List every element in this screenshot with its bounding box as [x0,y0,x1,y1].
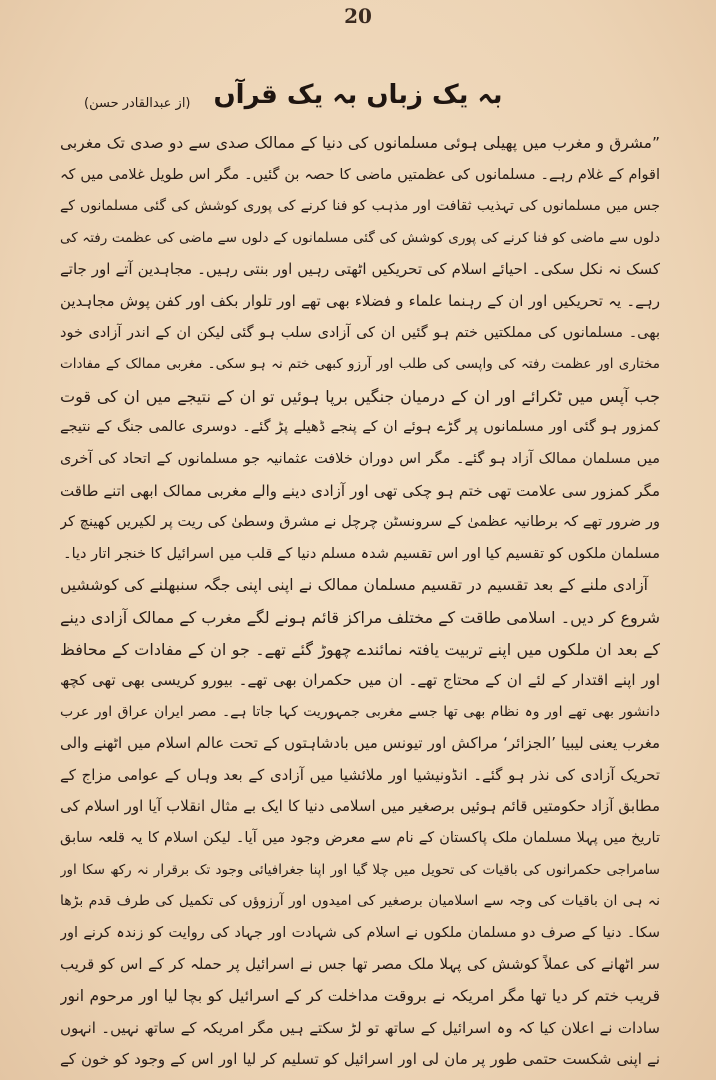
article-body [60,128,660,1076]
text-line: تحریک آزادی کی نذر ہو گئے۔ انڈونیشیا اور ملائشیا میں آزادی کے بعد وہاں کے عوامی مزاج کے [60,765,660,784]
text-line: مسلمان ملکوں کو تقسیم کیا اور اس تقسیم شدہ مسلم دنیا کے قلب میں اسرائیل کا خنجر اتار دیا۔ [63,545,660,562]
text-line: دانشور بھی تھے اور وہ نظام بھی تھا جسے مغربی جمہوریت کہا جاتا ہے۔ مصر ایران عراق اور عرب [60,703,660,720]
page-number: 20 [344,4,372,28]
text-line: شروع کر دیں۔ اسلامی طاقت کے مختلف مراکز قائم ہونے لگے مغرب کے ممالک آزادی دینے [60,607,660,627]
text-line: اقوام کے غلام رہے۔ مسلمانوں کی عظمتیں ماضی کا حصہ بن گئیں۔ مگر اس طویل غلامی میں کہ [60,166,660,183]
text-line: اور اپنے اقتدار کے لئے ان کے محتاج تھے۔ ان میں حکمران بھی تھے۔ بیورو کریسی بھی تھی کچھ [60,671,660,690]
text-line: مختاری اور عظمت رفتہ کی واپسی کی طلب اور آرزو کبھی ختم نہ ہو سکی۔ مغربی ممالک کے مفادات [60,356,660,373]
text-line: مطابق آزاد حکومتیں قائم ہوئیں برصغیر میں اسلامی دنیا کا ایک بے مثال انقلاب آیا اور اسلام کی [60,797,660,816]
text-line: سامراجی حکمرانوں کی باقیات کی تحویل میں چلا گیا اور اپنا جغرافیائی وجود تک برقرار نہ رکھ سکا اور [60,861,660,878]
text-line: بھی۔ مسلمانوں کی مملکتیں ختم ہو گئیں ان کی آزادی سلب ہو گئی لیکن ان کے اندر آزادی خود [60,324,660,341]
text-line: سکا۔ دنیا کے صرف دو مسلمان ملکوں نے اسلام کی شہادت اور جہاد کی روایت کو زندہ کرنے اور [60,924,660,941]
text-line: جس میں مسلمانوں کی تہذیب ثقافت اور مذہب کو فنا کرنے کی پوری کوشش کی گئی مسلمانوں کے [60,198,660,215]
text-line: تاریخ میں پہلا مسلمان ملک پاکستان کے نام سے معرض وجود میں آیا۔ لیکن اسلام کا یہ قلعہ سابق [60,830,660,847]
text-line: رہے۔ یہ تحریکیں اور ان کے رہنما علماء و فضلاء بھی تھے اور تلوار بکف اور کفن پوش مجاہدین [60,291,660,310]
text-line: جب آپس میں ٹکرائے اور ان کے درمیان جنگیں برپا ہوئیں تو ان کے نتیجے میں ان کی قوت [60,386,660,406]
author-attribution: (از عبدالقادر حسن) [84,96,191,111]
text-line: نے اپنی شکست حتمی طور پر مان لی اور اسرائیل کو تسلیم کر لیا اور اس کے وجود کو خون کے [60,1050,660,1069]
text-line: سر اٹھانے کی عملاً کوشش کی پہلا ملک مصر تھا جس نے اسرائیل پر حملہ کر کے اس کو قریب [60,955,660,974]
text-line: دلوں سے ماضی کو فنا کرنے کی پوری کوشش کی گئی مسلمانوں کے دلوں سے ماضی کی عظمت رفتہ کی [60,229,660,246]
text-line: ”مشرق و مغرب میں پھیلی ہوئی مسلمانوں کی دنیا کے ممالک صدی سے دو صدی تک مغربی [60,134,660,152]
text-line: سادات نے اعلان کیا کہ وہ اسرائیل کے ساتھ تو لڑ سکتے ہیں مگر امریکہ کے ساتھ نہیں۔ انہوں [60,1018,660,1037]
text-line: کسک نہ نکل سکی۔ احیائے اسلام کی تحریکیں اٹھتی رہیں اور بنتی رہیں۔ مجاہدین آتے اور جاتے [60,260,660,279]
text-line: کمزور ہو گئی اور مسلمانوں پر گڑے ہوئے ان کے پنجے ڈھیلے پڑ گئے۔ دوسری عالمی جنگ کے نتیجے [60,419,660,436]
text-line: قریب ختم کر دیا تھا مگر امریکہ نے بروقت مداخلت کر کے اسرائیل کو بچا لیا اور مرحوم انور [60,987,660,1006]
article-title: بہ یک زباں بہ یک قرآں [213,80,503,110]
text-line: ور ضرور تھے کہ برطانیہ عظمیٰ کے سرونسٹن چرچل نے مشرق وسطیٰ کی ریت پر لکیریں کھینچ کر [60,514,660,531]
text-line: میں مسلمان ممالک آزاد ہو گئے۔ مگر اس دوران خلافت عثمانیہ جو مسلمانوں کے اتحاد کی آخری [60,450,660,467]
text-line: آزادی ملنے کے بعد تقسیم در تقسیم مسلمان ممالک نے اپنی اپنی جگہ سنبھلنے کی کوششیں [60,576,648,595]
text-line: کے بعد ان ملکوں میں اپنے تربیت یافتہ نمائندے چھوڑ گئے تھے۔ جو ان کے مفادات کے محافظ [60,639,660,659]
text-line: مگر کمزور سی علامت تھی ختم ہو چکی تھی اور آزادی دینے والے مغربی ممالک ابھی اتنے طاقت [60,481,660,500]
text-line: مغرب یعنی لیبیا ’الجزائر‘ مراکش اور تیونس میں بادشاہتوں کے تحت عالم اسلام میں اٹھنے والی [60,734,660,753]
text-line: نہ ہی ان باقیات کی وجہ سے اسلامیان برصغیر کی امیدوں اور آرزوؤں کی تکمیل کی طرف قدم بڑھا [60,893,660,910]
